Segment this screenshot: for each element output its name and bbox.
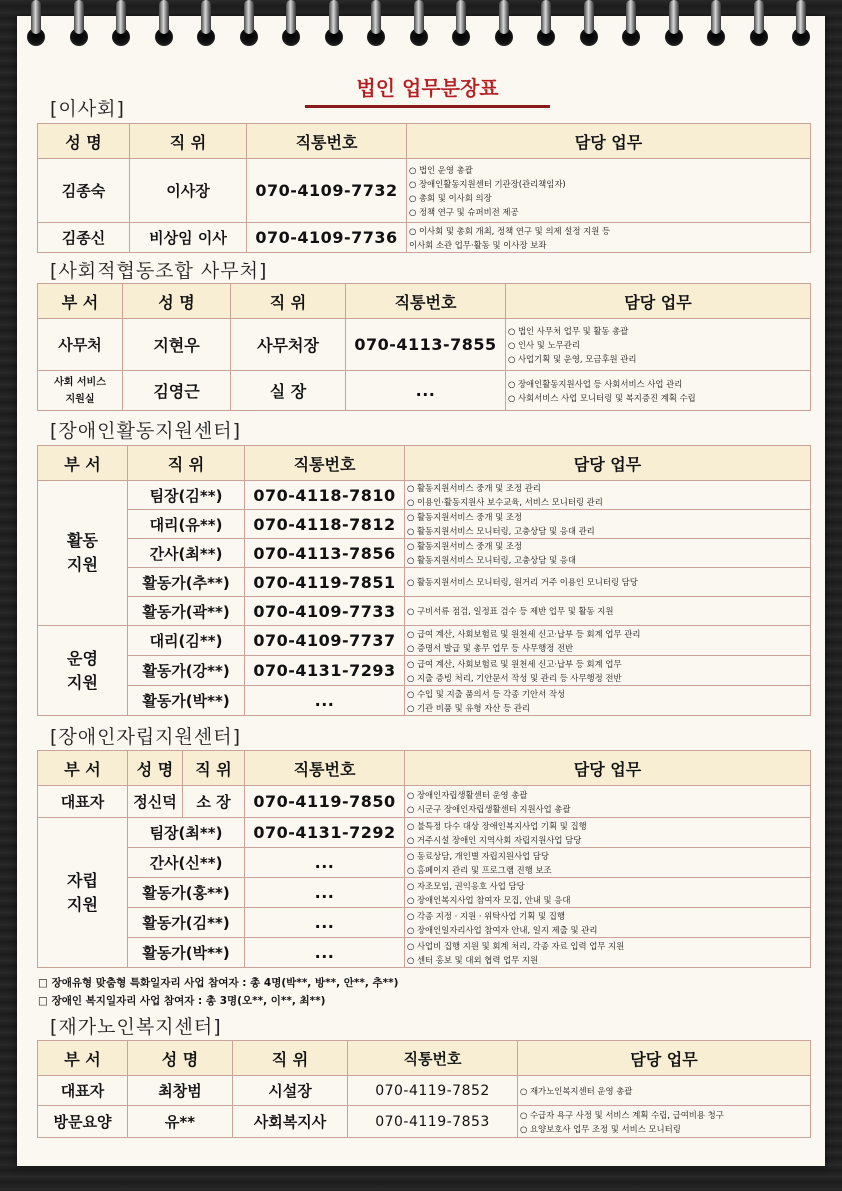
spiral-binding bbox=[30, 0, 820, 56]
table-row bbox=[38, 878, 811, 908]
header-duty: 담당 업무 bbox=[506, 284, 811, 319]
header-name: 성 명 bbox=[128, 1041, 233, 1076]
name-cell: 정신덕 bbox=[128, 786, 183, 818]
phone-cell: 070-4113-7856 bbox=[245, 539, 405, 568]
dept-cell: 운영 지원 bbox=[38, 626, 128, 716]
position-cell: 활동가(곽**) bbox=[128, 597, 245, 626]
phone-cell: 070-4109-7737 bbox=[245, 626, 405, 656]
position-cell: 활동가(홍**) bbox=[128, 878, 245, 908]
dept-cell: 방문요양 bbox=[38, 1106, 128, 1138]
binding-ring bbox=[328, 0, 340, 50]
binding-ring bbox=[115, 0, 127, 50]
header-name: 성 명 bbox=[123, 284, 231, 319]
section-independent-title: [장애인자립지원센터] bbox=[50, 726, 242, 748]
header-duty: 담당 업무 bbox=[518, 1041, 811, 1076]
table-row bbox=[38, 510, 811, 539]
table-row bbox=[38, 1106, 811, 1138]
table-row bbox=[38, 1076, 811, 1106]
binding-ring bbox=[583, 0, 595, 50]
dept-cell: 활동 지원 bbox=[38, 481, 128, 626]
header-position: 직 위 bbox=[130, 124, 247, 159]
table-row bbox=[38, 656, 811, 686]
header-phone: 직통번호 bbox=[245, 446, 405, 481]
page-title: 법인 업무분장표 bbox=[356, 76, 499, 100]
duty-cell: ○ 활동지원서비스 중개 및 조정 관리 ○ 이용인·활동지원사 보수교육, 서비스 모니터링 관리 bbox=[405, 481, 811, 510]
dept-cell: 사회 서비스 지원실 bbox=[38, 371, 123, 411]
dept-cell: 대표자 bbox=[38, 1076, 128, 1106]
header-name: 성 명 bbox=[38, 124, 130, 159]
header-dept: 부 서 bbox=[38, 446, 128, 481]
header-position: 직 위 bbox=[233, 1041, 348, 1076]
position-cell: 사회복지사 bbox=[233, 1106, 348, 1138]
phone-cell: ... bbox=[245, 878, 405, 908]
position-cell: 간사(최**) bbox=[128, 539, 245, 568]
duty-cell: ○ 법인 사무처 업무 및 활동 총괄 ○ 인사 및 노무관리 ○ 사업기획 및 운영, 모금후원 관리 bbox=[506, 319, 811, 371]
duty-cell: ○ 급여 계산, 사회보험료 및 원천세 신고·납부 등 회계 업무 관리 ○ 증명서 발급 및 총무 업무 등 사무행정 전반 bbox=[405, 626, 811, 656]
independent-table bbox=[37, 750, 811, 968]
phone-cell: 070-4113-7855 bbox=[346, 319, 506, 371]
position-cell: 간사(신**) bbox=[128, 848, 245, 878]
position-cell: 소 장 bbox=[183, 786, 245, 818]
position-cell: 사무처장 bbox=[231, 319, 346, 371]
binding-ring bbox=[73, 0, 85, 50]
position-cell: 활동가(강**) bbox=[128, 656, 245, 686]
phone-cell: ... bbox=[245, 686, 405, 716]
position-cell: 팀장(김**) bbox=[128, 481, 245, 510]
phone-cell: 070-4109-7732 bbox=[247, 159, 407, 223]
note-line: □ 장애인 복지일자리 사업 참여자 : 총 3명(오**, 이**, 최**) bbox=[38, 995, 326, 1007]
duty-cell: ○ 각종 지정 · 지원 · 위탁사업 기획 및 집행 ○ 장애인일자리사업 참여자 안내, 일지 제출 및 관리 bbox=[405, 908, 811, 938]
duty-cell: ○ 수급자 욕구 사정 및 서비스 계획 수립, 급여비용 청구 ○ 요양보호사 업무 조정 및 서비스 모니터링 bbox=[518, 1106, 811, 1138]
table-row bbox=[38, 848, 811, 878]
name-cell: 김영근 bbox=[123, 371, 231, 411]
section-board-title: [이사회] bbox=[50, 98, 125, 120]
table-row bbox=[38, 818, 811, 848]
section-activity-title: [장애인활동지원센터] bbox=[50, 420, 242, 442]
coop-table bbox=[37, 283, 811, 411]
table-row bbox=[38, 597, 811, 626]
phone-cell: 070-4119-7853 bbox=[348, 1106, 518, 1138]
phone-cell: 070-4109-7736 bbox=[247, 223, 407, 253]
position-cell: 활동가(김**) bbox=[128, 908, 245, 938]
duty-cell: ○ 사업비 집행 지원 및 회계 처리, 각종 자료 입력 업무 지원 ○ 센터 홍보 및 대외 협력 업무 지원 bbox=[405, 938, 811, 968]
position-cell: 팀장(최**) bbox=[128, 818, 245, 848]
duty-cell: ○ 활동지원서비스 모니터링, 원거리 거주 이용인 모니터링 담당 bbox=[405, 568, 811, 597]
binding-ring bbox=[370, 0, 382, 50]
position-cell: 이사장 bbox=[130, 159, 247, 223]
phone-cell: 070-4131-7293 bbox=[245, 656, 405, 686]
table-row bbox=[38, 786, 811, 818]
phone-cell: 070-4119-7851 bbox=[245, 568, 405, 597]
name-cell: 최창범 bbox=[128, 1076, 233, 1106]
duty-cell: ○ 장애인활동지원사업 등 사회서비스 사업 관리 ○ 사회서비스 사업 모니터링 및 복지증진 계획 수립 bbox=[506, 371, 811, 411]
binding-ring bbox=[710, 0, 722, 50]
table-row bbox=[38, 481, 811, 510]
binding-ring bbox=[498, 0, 510, 50]
table-row bbox=[38, 686, 811, 716]
activity-table bbox=[37, 445, 811, 716]
header-phone: 직통번호 bbox=[346, 284, 506, 319]
binding-ring bbox=[243, 0, 255, 50]
phone-cell: 070-4119-7850 bbox=[245, 786, 405, 818]
header-position: 직 위 bbox=[183, 751, 245, 786]
position-cell: 활동가(박**) bbox=[128, 938, 245, 968]
name-cell: 지현우 bbox=[123, 319, 231, 371]
position-cell: 대리(김**) bbox=[128, 626, 245, 656]
binding-ring bbox=[455, 0, 467, 50]
name-cell: 김종신 bbox=[38, 223, 130, 253]
table-row bbox=[38, 626, 811, 656]
phone-cell: 070-4119-7852 bbox=[348, 1076, 518, 1106]
name-cell: 유** bbox=[128, 1106, 233, 1138]
duty-cell: ○ 장애인자립생활센터 운영 총괄 ○ 시군구 장애인자립생활센터 지원사업 총괄 bbox=[405, 786, 811, 818]
board-table bbox=[37, 123, 811, 253]
dept-cell: 사무처 bbox=[38, 319, 123, 371]
header-duty: 담당 업무 bbox=[405, 446, 811, 481]
table-row bbox=[38, 568, 811, 597]
phone-cell: 070-4131-7292 bbox=[245, 818, 405, 848]
title-underline bbox=[305, 105, 550, 108]
dept-cell: 자립 지원 bbox=[38, 818, 128, 968]
phone-cell: 070-4118-7810 bbox=[245, 481, 405, 510]
header-phone: 직통번호 bbox=[245, 751, 405, 786]
phone-cell: 070-4118-7812 bbox=[245, 510, 405, 539]
table-row bbox=[38, 539, 811, 568]
header-dept: 부 서 bbox=[38, 284, 123, 319]
phone-cell: 070-4109-7733 bbox=[245, 597, 405, 626]
position-cell: 활동가(박**) bbox=[128, 686, 245, 716]
binding-ring bbox=[540, 0, 552, 50]
duty-cell: ○ 자조모임, 권익옹호 사업 담당 ○ 장애인복지사업 참여자 모집, 안내 및 응대 bbox=[405, 878, 811, 908]
phone-cell: ... bbox=[245, 848, 405, 878]
header-duty: 담당 업무 bbox=[407, 124, 811, 159]
header-position: 직 위 bbox=[231, 284, 346, 319]
duty-cell: ○ 법인 운영 총괄 ○ 장애인활동지원센터 기관장(관리책임자) ○ 총회 및 이사회 의장 ○ 정책 연구 및 슈퍼비전 제공 bbox=[407, 159, 811, 223]
table-row bbox=[38, 159, 811, 223]
duty-cell: ○ 활동지원서비스 중개 및 조정 ○ 활동지원서비스 모니터링, 고충상담 및 응대 bbox=[405, 539, 811, 568]
duty-cell: ○ 수입 및 지출 품의서 등 각종 기안서 작성 ○ 기관 비품 및 유형 자산 등 관리 bbox=[405, 686, 811, 716]
binding-ring bbox=[625, 0, 637, 50]
duty-cell: ○ 활동지원서비스 중개 및 조정 ○ 활동지원서비스 모니터링, 고충상담 및 응대 관리 bbox=[405, 510, 811, 539]
binding-ring bbox=[668, 0, 680, 50]
header-duty: 담당 업무 bbox=[405, 751, 811, 786]
duty-cell: ○ 동료상담, 개인별 자립지원사업 담당 ○ 홈페이지 관리 및 프로그램 진행 보조 bbox=[405, 848, 811, 878]
table-row bbox=[38, 223, 811, 253]
position-cell: 활동가(추**) bbox=[128, 568, 245, 597]
duty-cell: ○ 급여 계산, 사회보험료 및 원천세 신고·납부 등 회계 업무 ○ 지출 증빙 처리, 기안문서 작성 및 관리 등 사무행정 전반 bbox=[405, 656, 811, 686]
phone-cell: ... bbox=[245, 938, 405, 968]
table-row bbox=[38, 908, 811, 938]
table-row bbox=[38, 319, 811, 371]
binding-ring bbox=[158, 0, 170, 50]
position-cell: 대리(유**) bbox=[128, 510, 245, 539]
binding-ring bbox=[30, 0, 42, 50]
section-elderly-title: [재가노인복지센터] bbox=[50, 1016, 222, 1038]
header-dept: 부 서 bbox=[38, 751, 128, 786]
dept-cell: 대표자 bbox=[38, 786, 128, 818]
header-dept: 부 서 bbox=[38, 1041, 128, 1076]
phone-cell: ... bbox=[346, 371, 506, 411]
position-cell: 시설장 bbox=[233, 1076, 348, 1106]
binding-ring bbox=[753, 0, 765, 50]
duty-cell: ○ 구비서류 점검, 일정표 검수 등 제반 업무 및 활동 지원 bbox=[405, 597, 811, 626]
duty-cell: ○ 이사회 및 총회 개최, 정책 연구 및 의제 설정 지원 등 이사회 소관 업무·활동 및 이사장 보좌 bbox=[407, 223, 811, 253]
header-position: 직 위 bbox=[128, 446, 245, 481]
section-coop-title: [사회적협동조합 사무처] bbox=[50, 260, 268, 282]
header-phone: 직통번호 bbox=[348, 1041, 518, 1076]
binding-ring bbox=[285, 0, 297, 50]
table-row bbox=[38, 371, 811, 411]
phone-cell: ... bbox=[245, 908, 405, 938]
table-row bbox=[38, 938, 811, 968]
binding-ring bbox=[795, 0, 807, 50]
position-cell: 비상임 이사 bbox=[130, 223, 247, 253]
duty-cell: ○ 불특정 다수 대상 장애인복지사업 기획 및 집행 ○ 거주시설 장애인 지역사회 자립지원사업 담당 bbox=[405, 818, 811, 848]
elderly-table bbox=[37, 1040, 811, 1138]
binding-ring bbox=[200, 0, 212, 50]
header-phone: 직통번호 bbox=[247, 124, 407, 159]
duty-cell: ○ 재가노인복지센터 운영 총괄 bbox=[518, 1076, 811, 1106]
name-cell: 김종숙 bbox=[38, 159, 130, 223]
position-cell: 실 장 bbox=[231, 371, 346, 411]
binding-ring bbox=[413, 0, 425, 50]
note-line: □ 장애유형 맞춤형 특화일자리 사업 참여자 : 총 4명(박**, 방**, 안**, 추**) bbox=[38, 977, 399, 989]
header-name: 성 명 bbox=[128, 751, 183, 786]
